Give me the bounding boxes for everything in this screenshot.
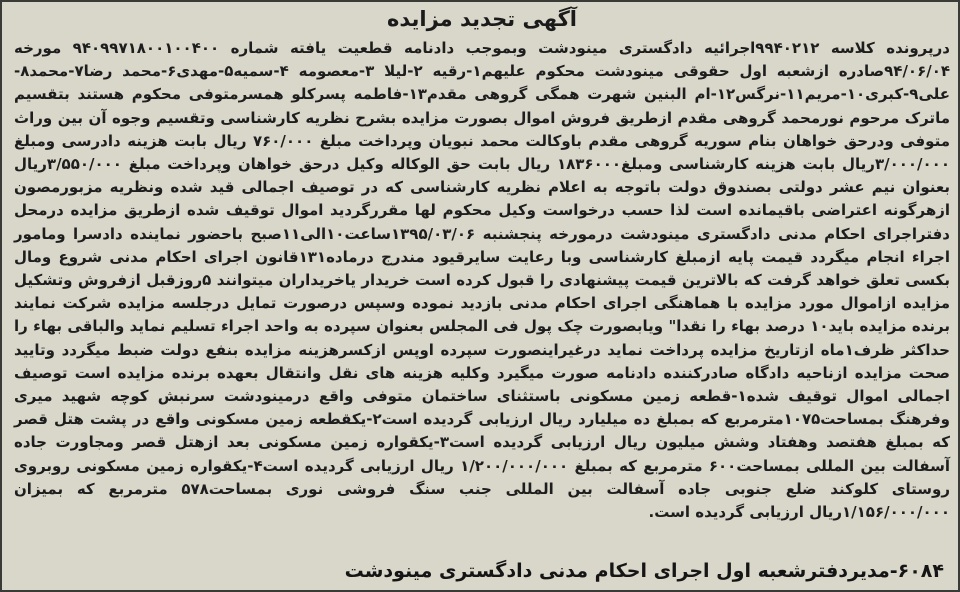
notice-signature: ۶۰۸۴-مدیردفترشعبه اول اجرای احکام مدنی دادگستری مینودشت bbox=[344, 560, 944, 582]
notice-body: درپرونده کلاسه ۹۹۴۰۲۱۲اجرائیه دادگستری مینودشت وبموجب دادنامه قطعیت یافته شماره ۹۴۰۹۹۷۱۸۰۰۱۰۰۴۰۰ مورخه ۹۴/۰۶/۰۴صادره ازشعبه اول حقوقی مینودشت محکوم علیهم۱-رقیه ۲-لیلا ۳-معصومه ۴-سمیه۵-مهدی۶-محمد رضا۷-محمد۸-علی۹-کبری۱۰-مریم۱۱-نرگس۱۲-ام البنین شهرت همگی گروهی مقدم۱۳-فاطمه پسرکلو همسرمتوفی محکوم هستند بتقسیم ماترک مرحوم نورمحمد گروهی مقدم ازطریق فروش اموال بصورت مزایده بشرح نظریه کارشناسی وتقسیم وجوه آن بین وراث متوفی ودرحق خواهان بنام سوریه گروهی مقدم باوکالت محمد نبویان وپرداخت مبلغ ۷۶۰/۰۰۰ ریال بابت هزینه دادرسی ومبلغ ۳/۰۰۰/۰۰۰ریال بابت هزینه کارشناسی ومبلغ۱۸۳۶۰۰۰ ریال بابت حق الوکاله وکیل درحق خواهان وپرداخت مبلغ ۳/۵۵۰/۰۰۰ریال بعنوان نیم عشر دولتی بصندوق دولت باتوجه به اعلام نظریه کارشناسی که در توصیف اجمالی قید شده ونظریه مزبورمصون ازهرگونه اعتراضی باقیمانده است لذا حسب درخواست وکیل محکوم لها مقررگردید اموال توقیف شده ازطریق مزایده درمحل دفتراجرای احکام مدنی دادگستری مینودشت درمورخه پنجشنبه ۱۳۹۵/۰۳/۰۶ساعت۱۰الی۱۱صبح باحضور نماینده دادسرا ومامور اجراء انجام میگردد قیمت پایه ازمبلغ کارشناسی وبا رعایت سایرقیود مندرج درماده۱۳۱قانون اجرای احکام مدنی شروع ومال بکسی تعلق خواهد گرفت که بالاترین قیمت پیشنهادی را قبول کرده است خریدار یاخریداران میتوانند ۵روزقبل ازفروش وتشکیل مزایده ازاموال مورد مزایده با هماهنگی اجرای احکام مدنی بازدید نموده وسپس درصورت تمایل درجلسه مزایده شرکت نمایند برنده مزایده باید۱۰ درصد بهاء را نقدا" ویابصورت چک پول فی المجلس بعنوان سپرده به واحد اجراء تسلیم نماید والباقی بهاء را حداکثر ظرف۱ماه ازتاریخ مزایده پرداخت نماید درغیراینصورت سپرده اوپس ازکسرهزینه مزایده بنفع دولت ضبط میگردد وتایید صحت مزایده ازناحیه دادگاه صادرکننده دادنامه صورت میگیرد وکلیه هزینه های نقل وانتقال بعهده برنده مزایده است توصیف اجمالی اموال توقیف شده۱-قطعه زمین مسکونی باستثنای ساختمان متوفی واقع درمینودشت سرنبش کوچه شهید میری وفرهنگ بمساحت۱۰۷۵مترمربع که بمبلغ ده میلیارد ریال ارزیابی گردیده است۲-یکقطعه زمین مسکونی واقع در پشت هتل قصر که بمبلغ هفتصد وهفتاد وشش میلیون ریال ارزیابی گردیده است۳-یکقواره زمین مسکونی بعد ازهتل قصر ومجاورت جاده آسفالت بین المللی بمساحت۶۰۰ مترمربع که بمبلغ ۱/۲۰۰/۰۰۰/۰۰۰ ریال ارزیابی گردیده است۴-یکقواره زمین مسکونی روبروی روستای کلوکند ضلع جنوبی جاده آسفالت بین المللی جنب سنگ فروشی نوری بمساحت۵۷۸ مترمربع که بمیزان ۱/۱۵۶/۰۰۰/۰۰۰ریال ارزیابی گردیده است. bbox=[14, 39, 951, 522]
notice-title: آگهی تجدید مزایده bbox=[387, 7, 577, 31]
